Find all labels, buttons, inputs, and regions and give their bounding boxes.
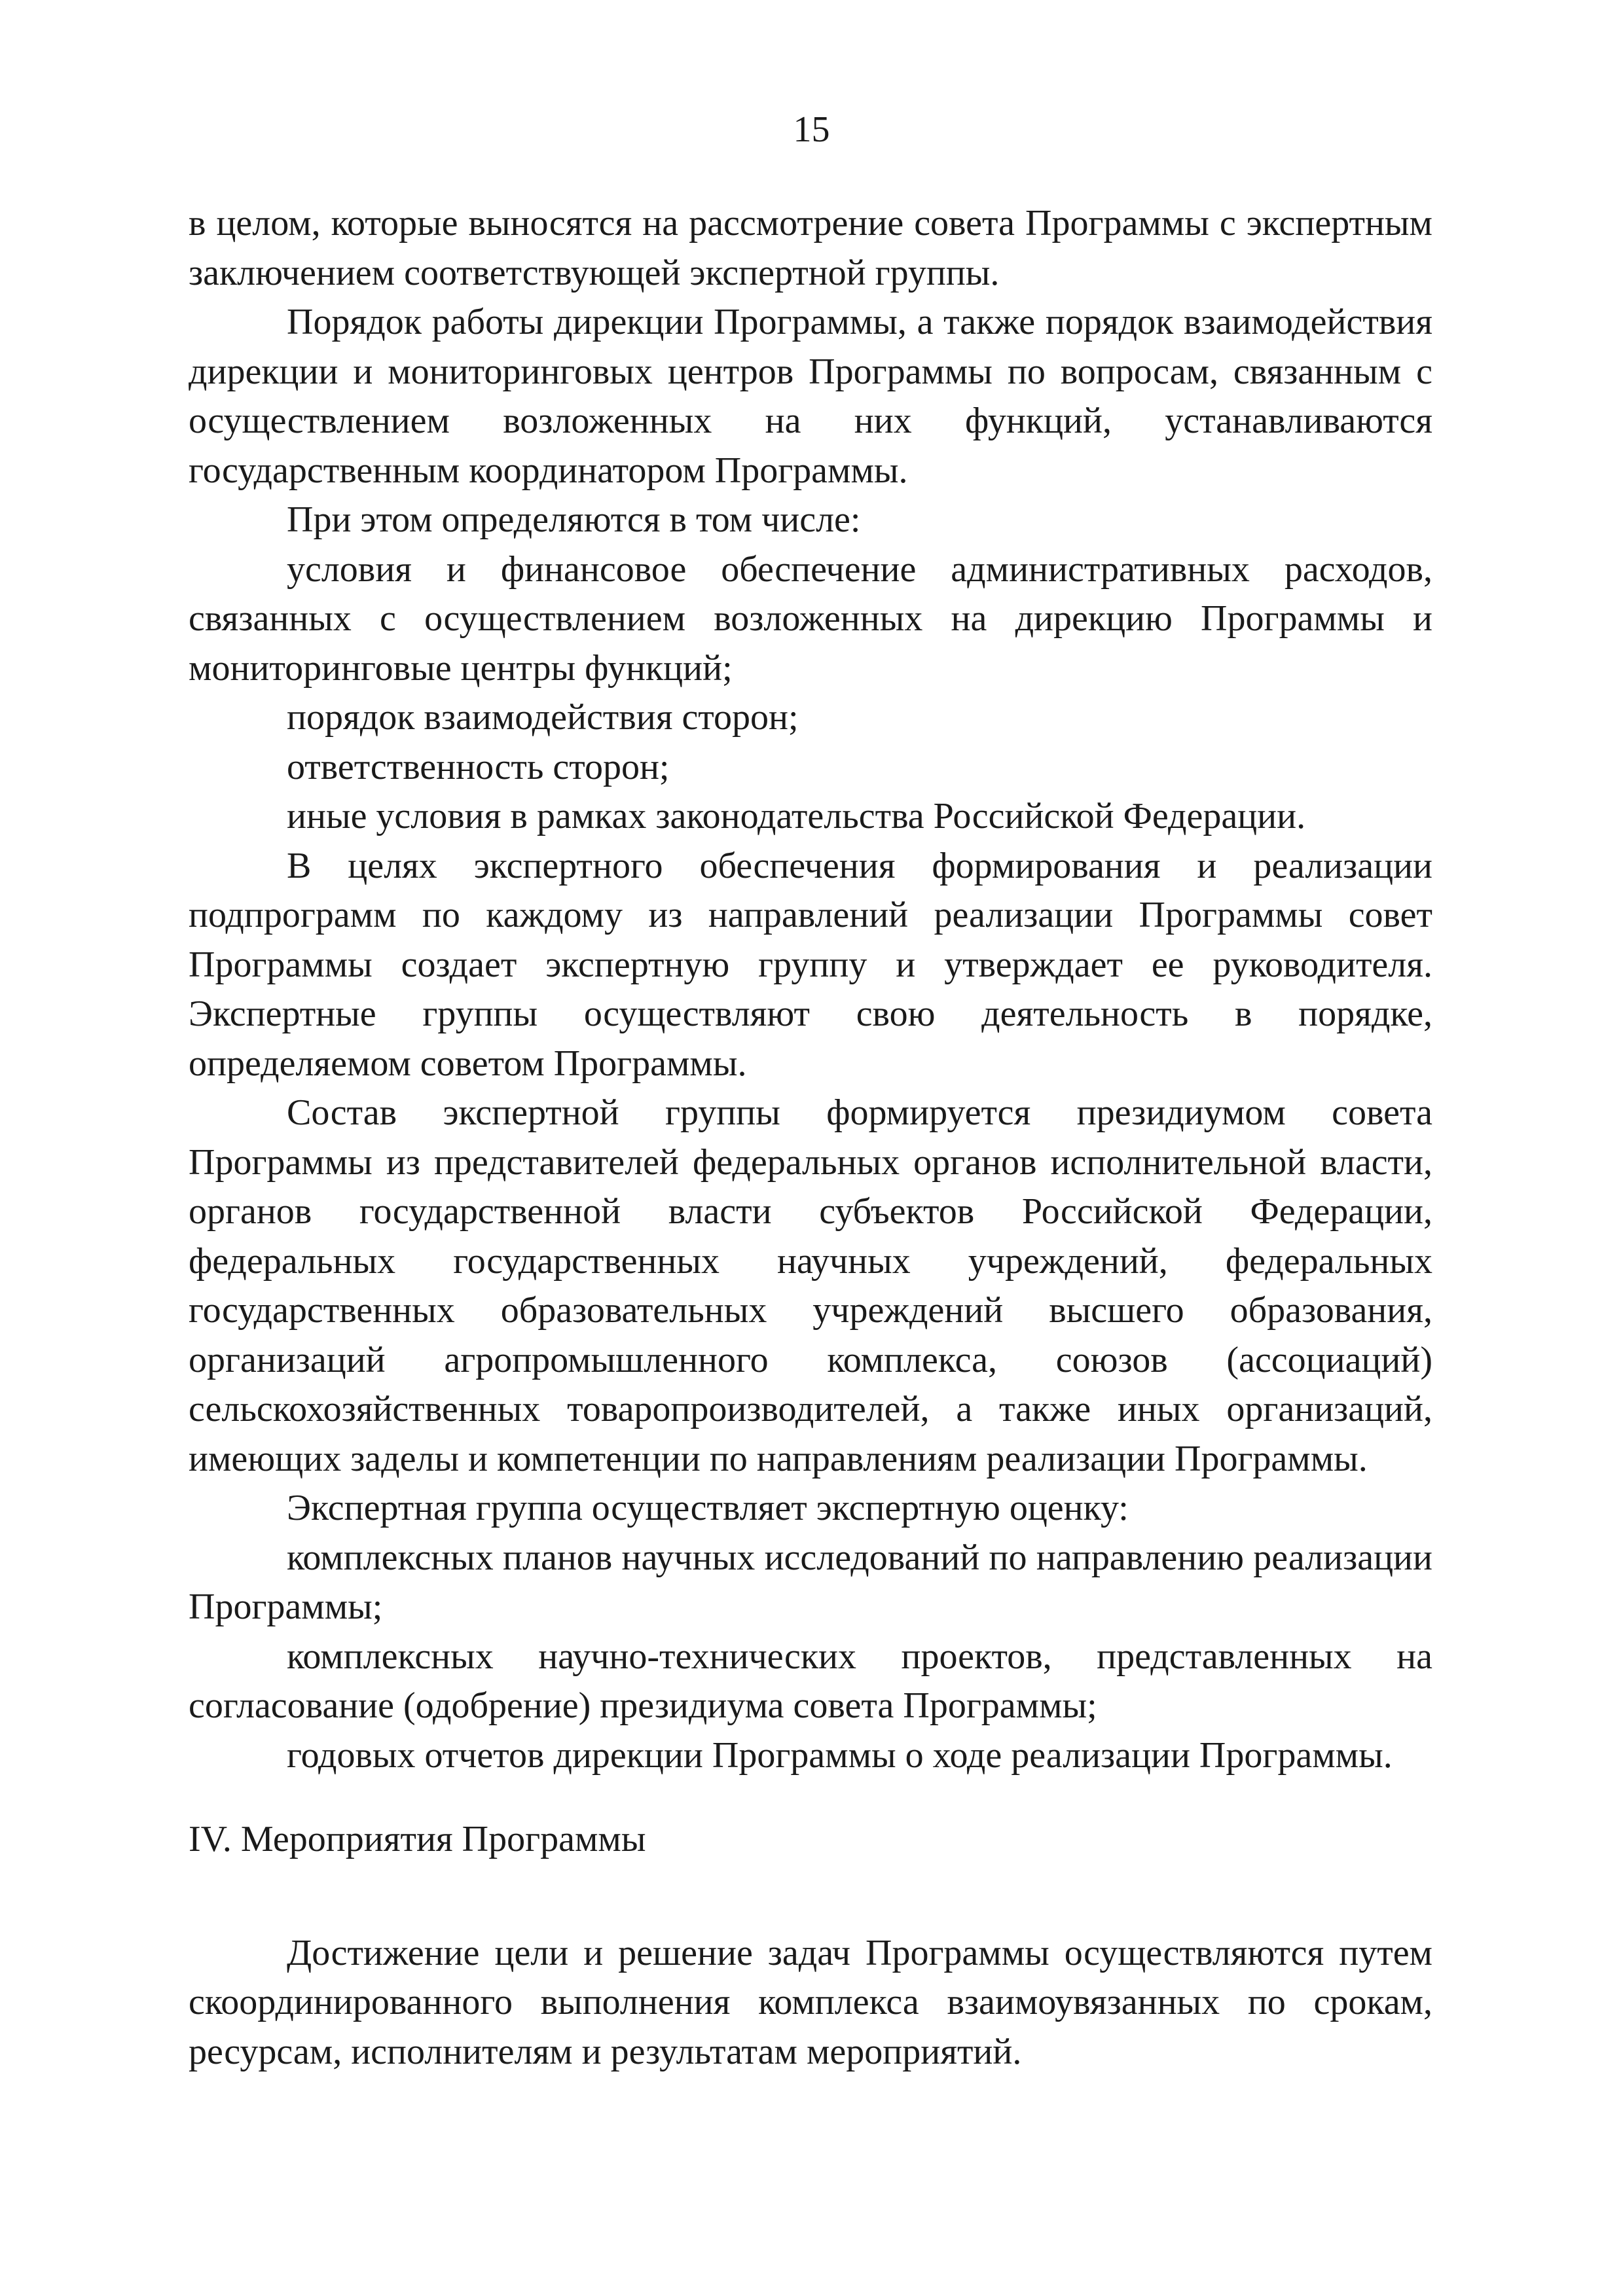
list-item-annual-reports: годовых отчетов дирекции Программы о ходе реализации Программы.	[287, 1734, 1393, 1776]
list-item-conditions: условия и финансовое обеспечение административных расходов, связанных с осуществлением возложенных на дирекцию Программы и мониторинговые центры функций;	[189, 548, 1432, 689]
list-item-responsibility: ответственность сторон;	[287, 746, 670, 787]
paragraph-expert-assessment-intro: Экспертная группа осуществляет экспертную оценку:	[287, 1488, 1129, 1528]
paragraph-expert-group-composition: Состав экспертной группы формируется президиумом совета Программы из представителей федеральных органов исполнительной власти, органов государственной власти субъектов Российской Федерации, федеральных государственных научных учреждений, федеральных государственных образовательных учреждений высшего образования, организаций агропромышленного комплекса, союзов (ассоциаций) сельскохозяйственных товаропроизводителей, а также иных организаций, имеющих заделы и компетенции по направлениям реализации Программы.	[189, 1092, 1432, 1479]
paragraph-determined-items-intro: При этом определяются в том числе:	[287, 499, 861, 540]
list-item-interaction: порядок взаимодействия сторон;	[287, 697, 799, 738]
document-body	[189, 199, 1432, 2077]
paragraph-program-activities: Достижение цели и решение задач Программы осуществляются путем скоординированного выполнения комплекса взаимоувязанных по срокам, ресурсам, исполнителям и результатам мероприятий.	[189, 1932, 1432, 2072]
paragraph-continuation: в целом, которые выносятся на рассмотрение совета Программы с экспертным заключением соответствующей экспертной группы.	[189, 203, 1432, 293]
paragraph-directorate-procedure: Порядок работы дирекции Программы, а также порядок взаимодействия дирекции и мониторинговых центров Программы по вопросам, связанным с осуществлением возложенных на них функций, устанавливаются государственным координатором Программы.	[189, 302, 1432, 491]
list-item-technical-projects: комплексных научно-технических проектов, представленных на согласование (одобрение) президиума совета Программы;	[189, 1636, 1432, 1726]
page-number: 15	[793, 109, 830, 150]
section-heading	[189, 1815, 1432, 1865]
list-item-other-conditions: иные условия в рамках законодательства Российской Федерации.	[287, 796, 1306, 836]
paragraph-expert-group-creation: В целях экспертного обеспечения формирования и реализации подпрограмм по каждому из направлений реализации Программы совет Программы создает экспертную группу и утверждает ее руководителя. Экспертные группы осуществляют свою деятельность в порядке, определяемом советом Программы.	[189, 845, 1432, 1084]
list-item-research-plans: комплексных планов научных исследований по направлению реализации Программы;	[189, 1537, 1432, 1627]
section-heading-text: IV. Мероприятия Программы	[189, 1819, 646, 1859]
